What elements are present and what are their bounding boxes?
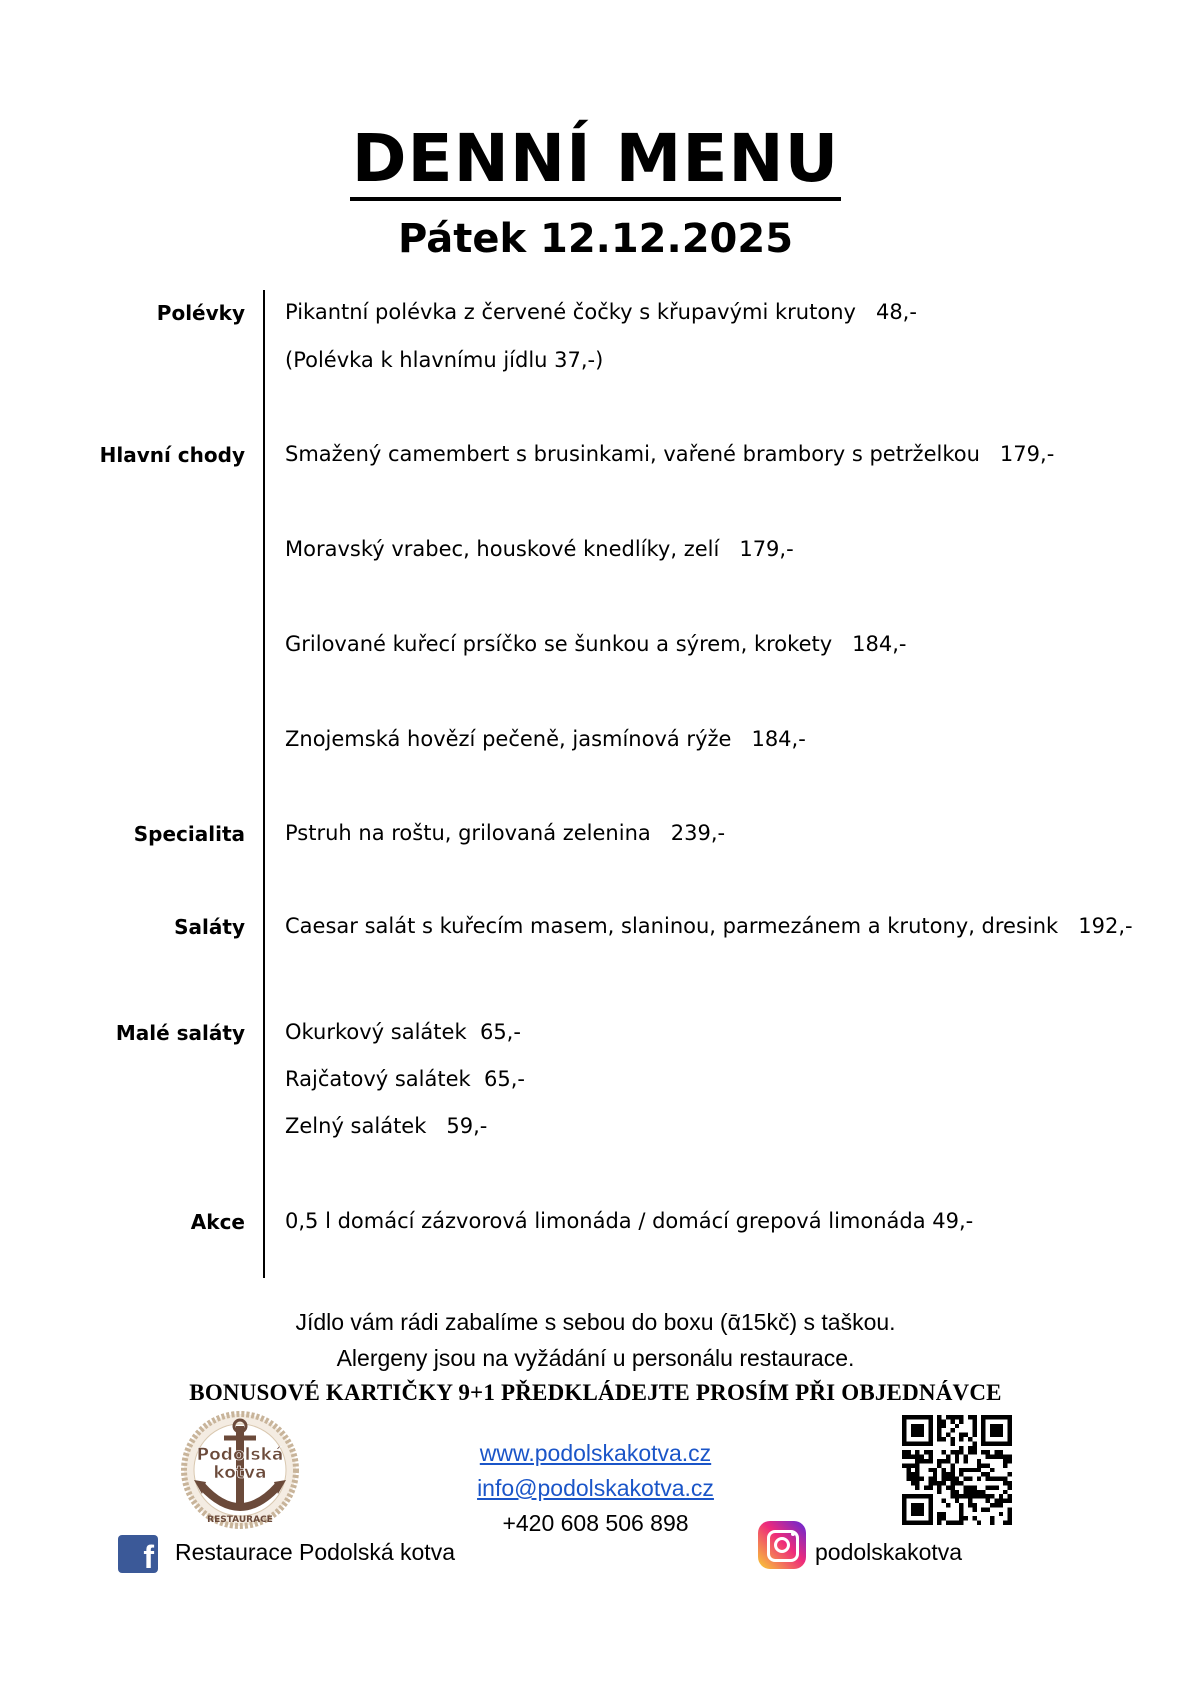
- facebook-page-name: Restaurace Podolská kotva: [175, 1539, 455, 1565]
- qr-code: [902, 1415, 1012, 1525]
- logo-text-line2: kotva: [213, 1463, 267, 1483]
- menu-item-main-1: Smažený camembert s brusinkami, vařené brambory s petrželkou 179,-: [285, 442, 1055, 466]
- category-special: Specialita: [133, 822, 245, 846]
- email-link[interactable]: info@podolskakotva.cz: [477, 1475, 714, 1501]
- menu-item-special: Pstruh na roštu, grilovaná zelenina 239,-: [285, 821, 726, 845]
- category-soups: Polévky: [156, 301, 245, 325]
- divider-line: [263, 290, 265, 1278]
- menu-item-promo: 0,5 l domácí zázvorová limonáda / domácí grepová limonáda 49,-: [285, 1209, 974, 1233]
- bonus-card-note: BONUSOVÉ KARTIČKY 9+1 PŘEDKLÁDEJTE PROSÍM PŘI OBJEDNÁVCE: [189, 1380, 1002, 1405]
- packaging-note: Jídlo vám rádi zabalíme s sebou do boxu (ᾱ15kč) s taškou.: [295, 1309, 896, 1335]
- instagram-handle: podolskakotva: [815, 1539, 963, 1565]
- category-mains: Hlavní chody: [99, 443, 245, 467]
- allergen-note: Alergeny jsou na vyžádání u personálu restaurace.: [336, 1345, 855, 1371]
- category-small-salads: Malé saláty: [115, 1021, 245, 1045]
- menu-item-main-4: Znojemská hovězí pečeně, jasmínová rýže 184,-: [285, 727, 806, 751]
- menu-item-soup: Pikantní polévka z červené čočky s křupavými krutony 48,-: [285, 300, 917, 324]
- menu-item-main-2: Moravský vrabec, houskové knedlíky, zelí 179,-: [285, 537, 794, 561]
- menu-item-small-salad-1: Okurkový salátek 65,-: [285, 1020, 521, 1044]
- email-link-row: [0, 1475, 1191, 1502]
- facebook-icon[interactable]: f: [118, 1535, 158, 1573]
- menu-item-main-3: Grilované kuřecí prsíčko se šunkou a sýrem, krokety 184,-: [285, 632, 907, 656]
- phone-number: +420 608 506 898: [502, 1510, 689, 1536]
- category-salads: Saláty: [174, 915, 245, 939]
- category-promo: Akce: [190, 1210, 245, 1234]
- logo-ring-text: RESTAURACE: [207, 1515, 273, 1525]
- website-link-row: [0, 1440, 1191, 1467]
- menu-item-small-salad-3: Zelný salátek 59,-: [285, 1114, 488, 1138]
- instagram-icon[interactable]: [758, 1521, 806, 1569]
- menu-item-soup-note: (Polévka k hlavnímu jídlu 37,-): [285, 348, 604, 372]
- website-link[interactable]: www.podolskakotva.cz: [479, 1440, 712, 1466]
- menu-date: Pátek 12.12.2025: [397, 216, 794, 262]
- page-title: DENNÍ MENU: [0, 120, 1191, 197]
- logo-text-line1: Podolská: [196, 1445, 284, 1465]
- menu-item-small-salad-2: Rajčatový salátek 65,-: [285, 1067, 526, 1091]
- menu-item-salad: Caesar salát s kuřecím masem, slaninou, parmezánem a krutony, dresink 192,-: [285, 914, 1133, 938]
